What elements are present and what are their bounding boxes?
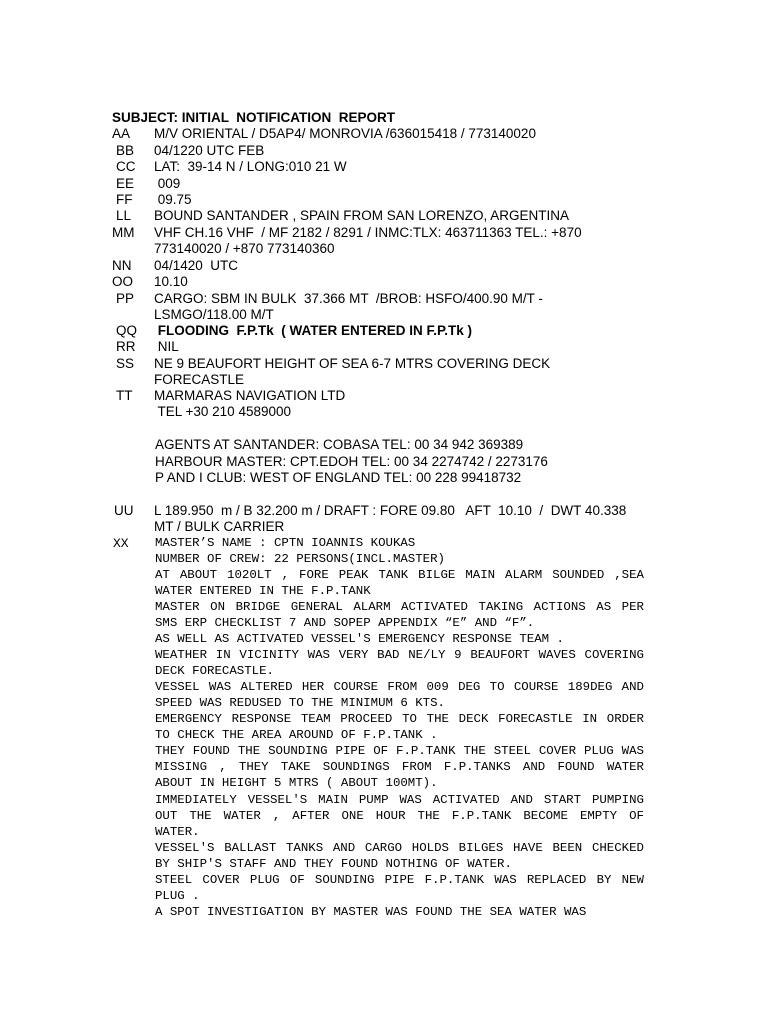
narrative-paragraph: A SPOT INVESTIGATION BY MASTER WAS FOUND THE SEA WATER WAS xyxy=(155,905,587,919)
narrative-paragraph: THEY FOUND THE SOUNDING PIPE OF F.P.TANK THE STEEL COVER PLUG WAS MISSING , THEY TAKE SOUNDINGS FROM F.P.TANKS AND FOUND WATER ABOUT IN HEIGHT 5 MTRS ( ABOUT 100MT). xyxy=(155,744,644,791)
weather-line-1: NE 9 BEAUFORT HEIGHT OF SEA 6-7 MTRS COVERING DECK xyxy=(154,356,551,371)
field-code: EE xyxy=(116,176,135,191)
narrative-paragraph: WEATHER IN VICINITY WAS VERY BAD NE/LY 9 BEAUFORT WAVES COVERING DECK FORECASTLE. xyxy=(155,648,644,679)
cargo-line-2: LSMGO/118.00 M/T xyxy=(154,307,274,322)
masters-name: MASTER’S NAME : CPTN IOANNIS KOUKAS xyxy=(155,536,416,550)
field-code: RR xyxy=(116,339,136,354)
field-code: PP xyxy=(116,291,135,306)
field-code: UU xyxy=(114,503,134,518)
report-time: 04/1220 UTC FEB xyxy=(154,143,265,158)
communications-line-2: 773140020 / +870 773140360 xyxy=(154,241,335,256)
field-code: XX xyxy=(113,536,129,551)
field-code: SS xyxy=(116,356,135,371)
field-code: FF xyxy=(116,192,133,207)
crew-number: NUMBER OF CREW: 22 PERSONS(INCL.MASTER) xyxy=(155,552,445,566)
field-code: AA xyxy=(112,126,131,141)
vessel-particulars-line-2: MT / BULK CARRIER xyxy=(154,519,285,534)
narrative-paragraph: VESSEL WAS ALTERED HER COURSE FROM 009 DEG TO COURSE 189DEG AND SPEED WAS REDUSED TO THE MINIMUM 6 KTS. xyxy=(155,680,644,711)
vessel-particulars-line-1: L 189.950 m / B 32.200 m / DRAFT : FORE 09.80 AFT 10.10 / DWT 40.338 xyxy=(154,503,627,518)
eta-time: 04/1420 UTC xyxy=(154,258,239,273)
field-code: CC xyxy=(116,159,136,174)
course: 009 xyxy=(154,176,181,191)
field-code: LL xyxy=(116,208,132,223)
field-code: QQ xyxy=(116,323,138,338)
incident-description: FLOODING F.P.Tk ( WATER ENTERED IN F.P.Tk ) xyxy=(154,323,473,338)
pollution: NIL xyxy=(154,339,179,354)
manager-name: MARMARAS NAVIGATION LTD xyxy=(154,388,346,403)
harbour-master-line: HARBOUR MASTER: CPT.EDOH TEL: 00 34 2274742 / 2273176 xyxy=(155,454,548,469)
agents-line: AGENTS AT SANTANDER: COBASA TEL: 00 34 942 369389 xyxy=(155,437,524,452)
narrative-paragraph: IMMEDIATELY VESSEL'S MAIN PUMP WAS ACTIVATED AND START PUMPING OUT THE WATER , AFTER ONE HOUR THE F.P.TANK BECOME EMPTY OF WATER. xyxy=(155,793,644,840)
weather-line-2: FORECASTLE xyxy=(154,372,245,387)
field-code: NN xyxy=(112,258,132,273)
position: LAT: 39-14 N / LONG:010 21 W xyxy=(154,159,347,174)
field-code: BB xyxy=(116,143,135,158)
field-code: TT xyxy=(116,388,133,403)
narrative-paragraph: VESSEL'S BALLAST TANKS AND CARGO HOLDS BILGES HAVE BEEN CHECKED BY SHIP'S STAFF AND THEY FOUND NOTHING OF WATER. xyxy=(155,841,644,872)
vessel-identity: M/V ORIENTAL / D5AP4/ MONROVIA /636015418 / 773140020 xyxy=(154,126,536,141)
field-code: OO xyxy=(112,274,134,289)
draft: 10.10 xyxy=(154,274,188,289)
narrative-paragraph: STEEL COVER PLUG OF SOUNDING PIPE F.P.TANK WAS REPLACED BY NEW PLUG . xyxy=(155,873,644,904)
communications-line-1: VHF CH.16 VHF / MF 2182 / 8291 / INMC:TLX: 463711363 TEL.: +870 xyxy=(154,225,582,240)
manager-phone: TEL +30 210 4589000 xyxy=(154,404,291,419)
field-code: MM xyxy=(112,225,135,240)
narrative-paragraph: EMERGENCY RESPONSE TEAM PROCEED TO THE DECK FORECASTLE IN ORDER TO CHECK THE AREA AROUND OF F.P.TANK . xyxy=(155,712,644,743)
p-and-i-club-line: P AND I CLUB: WEST OF ENGLAND TEL: 00 228 99418732 xyxy=(155,470,522,485)
narrative-paragraph: AT ABOUT 1020LT , FORE PEAK TANK BILGE MAIN ALARM SOUNDED ,SEA WATER ENTERED IN THE F.P.TANK xyxy=(155,568,644,599)
report-subject: SUBJECT: INITIAL NOTIFICATION REPORT xyxy=(112,110,396,125)
narrative-paragraph: MASTER ON BRIDGE GENERAL ALARM ACTIVATED TAKING ACTIONS AS PER SMS ERP CHECKLIST 7 AND SOPEP APPENDIX “E” AND “F”. xyxy=(155,600,644,631)
speed: 09.75 xyxy=(154,192,192,207)
cargo-line-1: CARGO: SBM IN BULK 37.366 MT /BROB: HSFO/400.90 M/T - xyxy=(154,291,543,306)
narrative-paragraph: AS WELL AS ACTIVATED VESSEL'S EMERGENCY RESPONSE TEAM . xyxy=(155,632,564,646)
voyage: BOUND SANTANDER , SPAIN FROM SAN LORENZO, ARGENTINA xyxy=(154,208,570,223)
